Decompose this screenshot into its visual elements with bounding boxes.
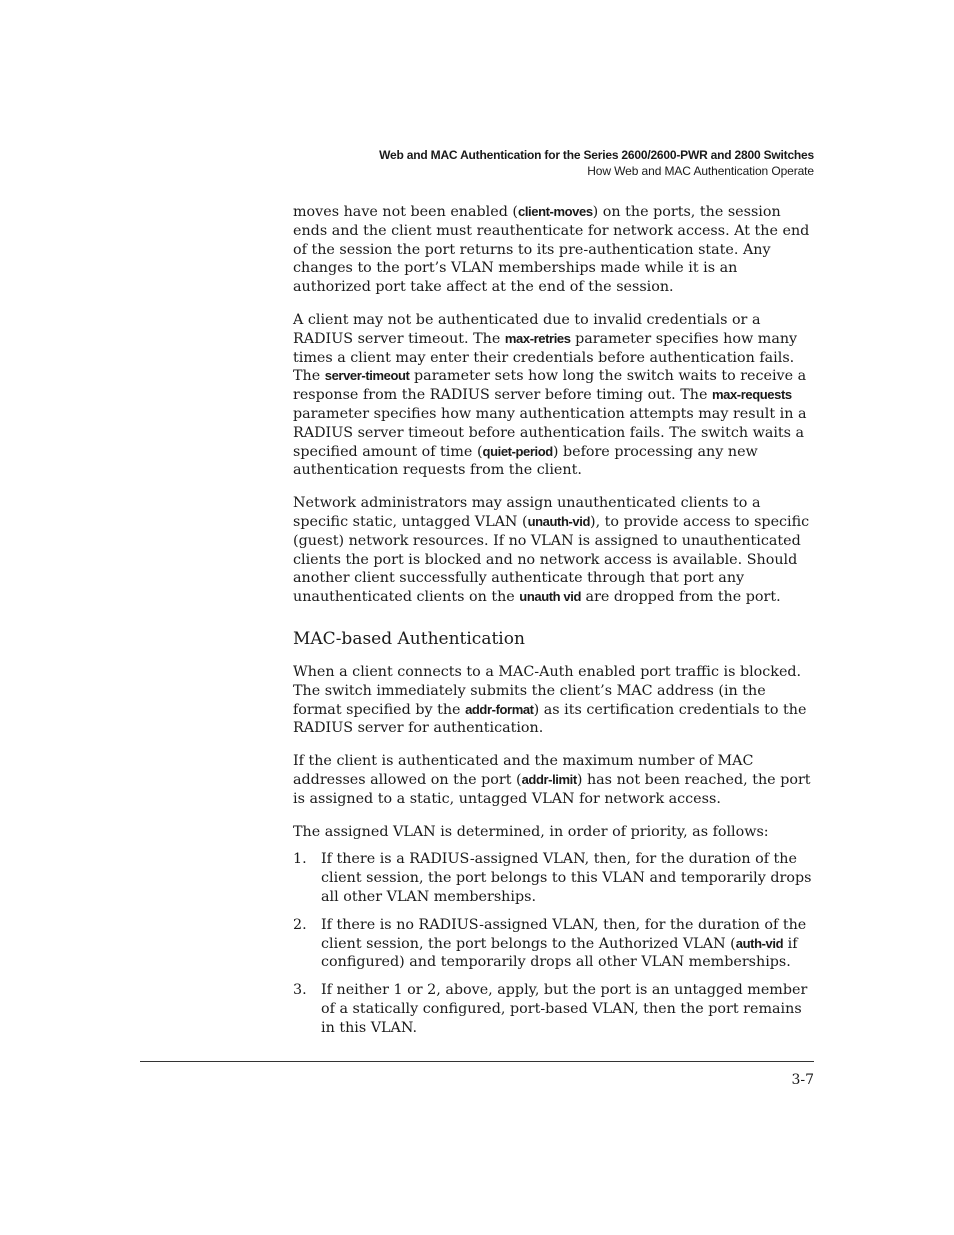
list-text (321, 916, 815, 972)
paragraph-unauth-vlan (293, 494, 815, 607)
list-item (293, 981, 815, 1037)
text: ) has not been reached, the port is assigned to a static, untagged VLAN for network access. (293, 771, 811, 807)
list-number: 3. (293, 982, 307, 999)
body-content (293, 203, 815, 1046)
paragraph-priority-intro: The assigned VLAN is determined, in order of priority, as follows: (293, 823, 769, 840)
text: When a client connects to a MAC-Auth enabled port traffic is blocked. The switch immediately submits the client’s MAC address (in the format specified by the (293, 663, 802, 718)
text: A client may not be authenticated due to invalid credentials or a RADIUS server timeout. The (293, 311, 761, 347)
keyword-unauth-vid: unauth-vid (527, 513, 590, 529)
text: parameter sets how long the switch waits to receive a response from the RADIUS server before timing out. The (293, 368, 807, 404)
text: are dropped from the port. (581, 589, 781, 606)
text: if configured) and temporarily drops all other VLAN memberships. (321, 935, 798, 971)
footer-rule (140, 1061, 814, 1062)
text: If there is a RADIUS-assigned VLAN, then, for the duration of the client session, the port belongs to this VLAN and temporarily drops all other VLAN memberships. (321, 851, 812, 905)
text: If neither 1 or 2, above, apply, but the port is an untagged member of a statically configured, port-based VLAN, then the port remains in this VLAN. (321, 982, 808, 1036)
text: Network administrators may assign unauthenticated clients to a specific static, untagged VLAN ( (293, 495, 761, 530)
keyword-unauth-vid-2: unauth vid (519, 589, 582, 605)
list-text (321, 981, 815, 1037)
keyword-client-moves: client-moves (517, 204, 593, 219)
text: ), to provide access to specific (guest) network resources. If no VLAN is assigned to unauthenticated clients the port is blocked and no network access is available. Should another client successfully authenticate through that port any unauthenticated clients on the (293, 513, 810, 606)
paragraph-timeouts (293, 311, 815, 480)
list-number: 2. (293, 916, 307, 933)
text: moves have not been enabled ( (293, 204, 518, 220)
page-number: 3-7 (791, 1072, 814, 1088)
keyword-quiet-period: quiet-period (482, 443, 553, 459)
section-heading: MAC-based Authentication (293, 628, 525, 649)
text: If there is no RADIUS-assigned VLAN, then, for the duration of the client session, the port belongs to the Authorized VLAN ( (321, 916, 807, 952)
keyword-auth-vid: auth-vid (735, 935, 784, 951)
keyword-addr-limit: addr-limit (521, 771, 577, 787)
list-text (321, 850, 815, 906)
text: ) before processing any new authentication requests from the client. (293, 443, 758, 479)
text: parameter specifies how many times a client may enter their credentials before authentication fails. The (293, 330, 798, 385)
text: ) on the ports, the session ends and the client must reauthenticate for network access. At the end of the session the port returns to its pre-authentication state. Any changes to the port’s VLAN memberships made while it is an authorized port take affect at the end of the session. (293, 204, 810, 296)
list-item (293, 850, 815, 906)
paragraph-mac-auth (293, 663, 815, 738)
text: If the client is authenticated and the maximum number of MAC addresses allowed on the port ( (293, 753, 754, 788)
keyword-max-requests: max-requests (711, 387, 792, 403)
keyword-server-timeout: server-timeout (324, 368, 410, 384)
text: parameter specifies how many authentication attempts may result in a RADIUS server timeout before authentication fails. The switch waits a specified amount of time ( (293, 405, 807, 460)
header-title: Web and MAC Authentication for the Series 2600/2600-PWR and 2800 Switches (379, 148, 814, 162)
keyword-max-retries: max-retries (504, 330, 571, 346)
keyword-addr-format: addr-format (465, 701, 534, 717)
list-item (293, 916, 815, 972)
text: ) as its certification credentials to the RADIUS server for authentication. (293, 701, 807, 737)
page-header (379, 147, 814, 179)
header-subtitle: How Web and MAC Authentication Operate (587, 164, 814, 178)
list-number: 1. (293, 851, 307, 868)
paragraph-addr-limit (293, 752, 815, 808)
paragraph-client-moves (293, 203, 815, 297)
